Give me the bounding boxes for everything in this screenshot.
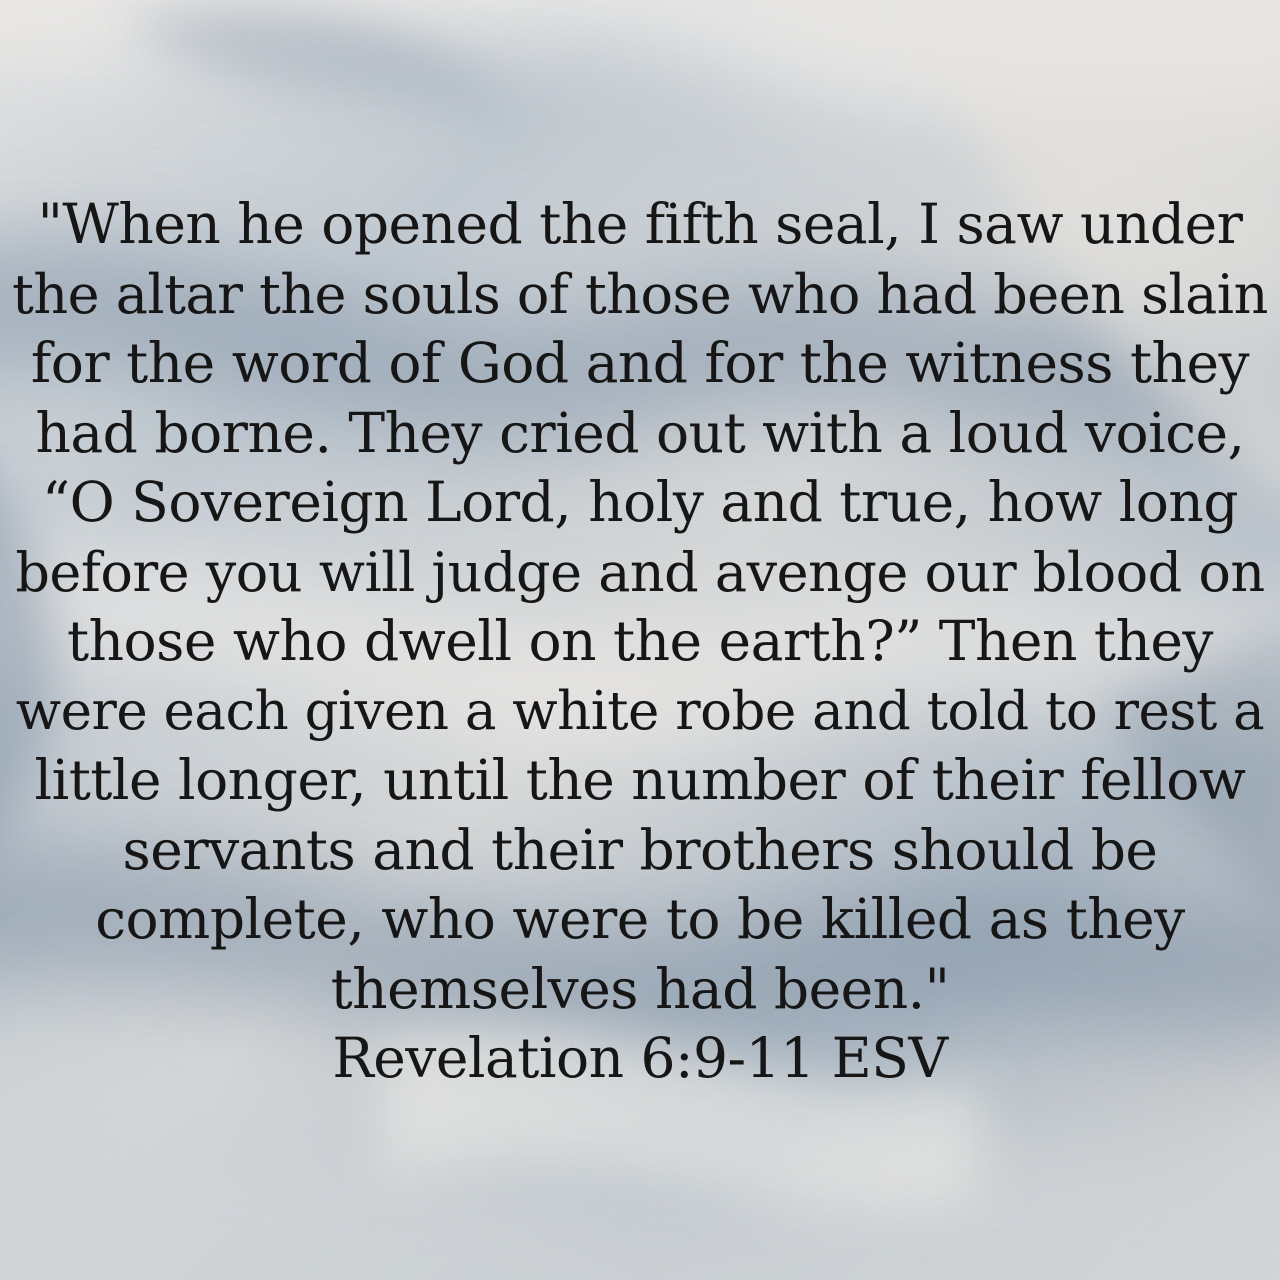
verse-line: before you will judge and avenge our blood on [15, 540, 1265, 604]
verse-line: for the word of God and for the witness they [30, 331, 1250, 395]
verse-line: "When he opened the fifth seal, I saw under [37, 192, 1243, 256]
verse-text-block [0, 190, 1280, 1094]
verse-reference: Revelation 6:9-11 ESV [332, 1026, 948, 1090]
verse-line: the altar the souls of those who had been slain [12, 262, 1268, 326]
verse-line: those who dwell on the earth?” Then they [66, 609, 1213, 673]
verse-line: “O Sovereign Lord, holy and true, how long [41, 470, 1239, 534]
verse-line: little longer, until the number of their fellow [34, 748, 1246, 812]
verse-line: complete, who were to be killed as they [95, 887, 1185, 951]
verse-line: themselves had been." [330, 956, 950, 1021]
verse-line: servants and their brothers should be [122, 817, 1158, 882]
verse-line: were each given a white robe and told to rest a [15, 680, 1265, 742]
verse-line: had borne. They cried out with a loud voice, [35, 400, 1245, 465]
